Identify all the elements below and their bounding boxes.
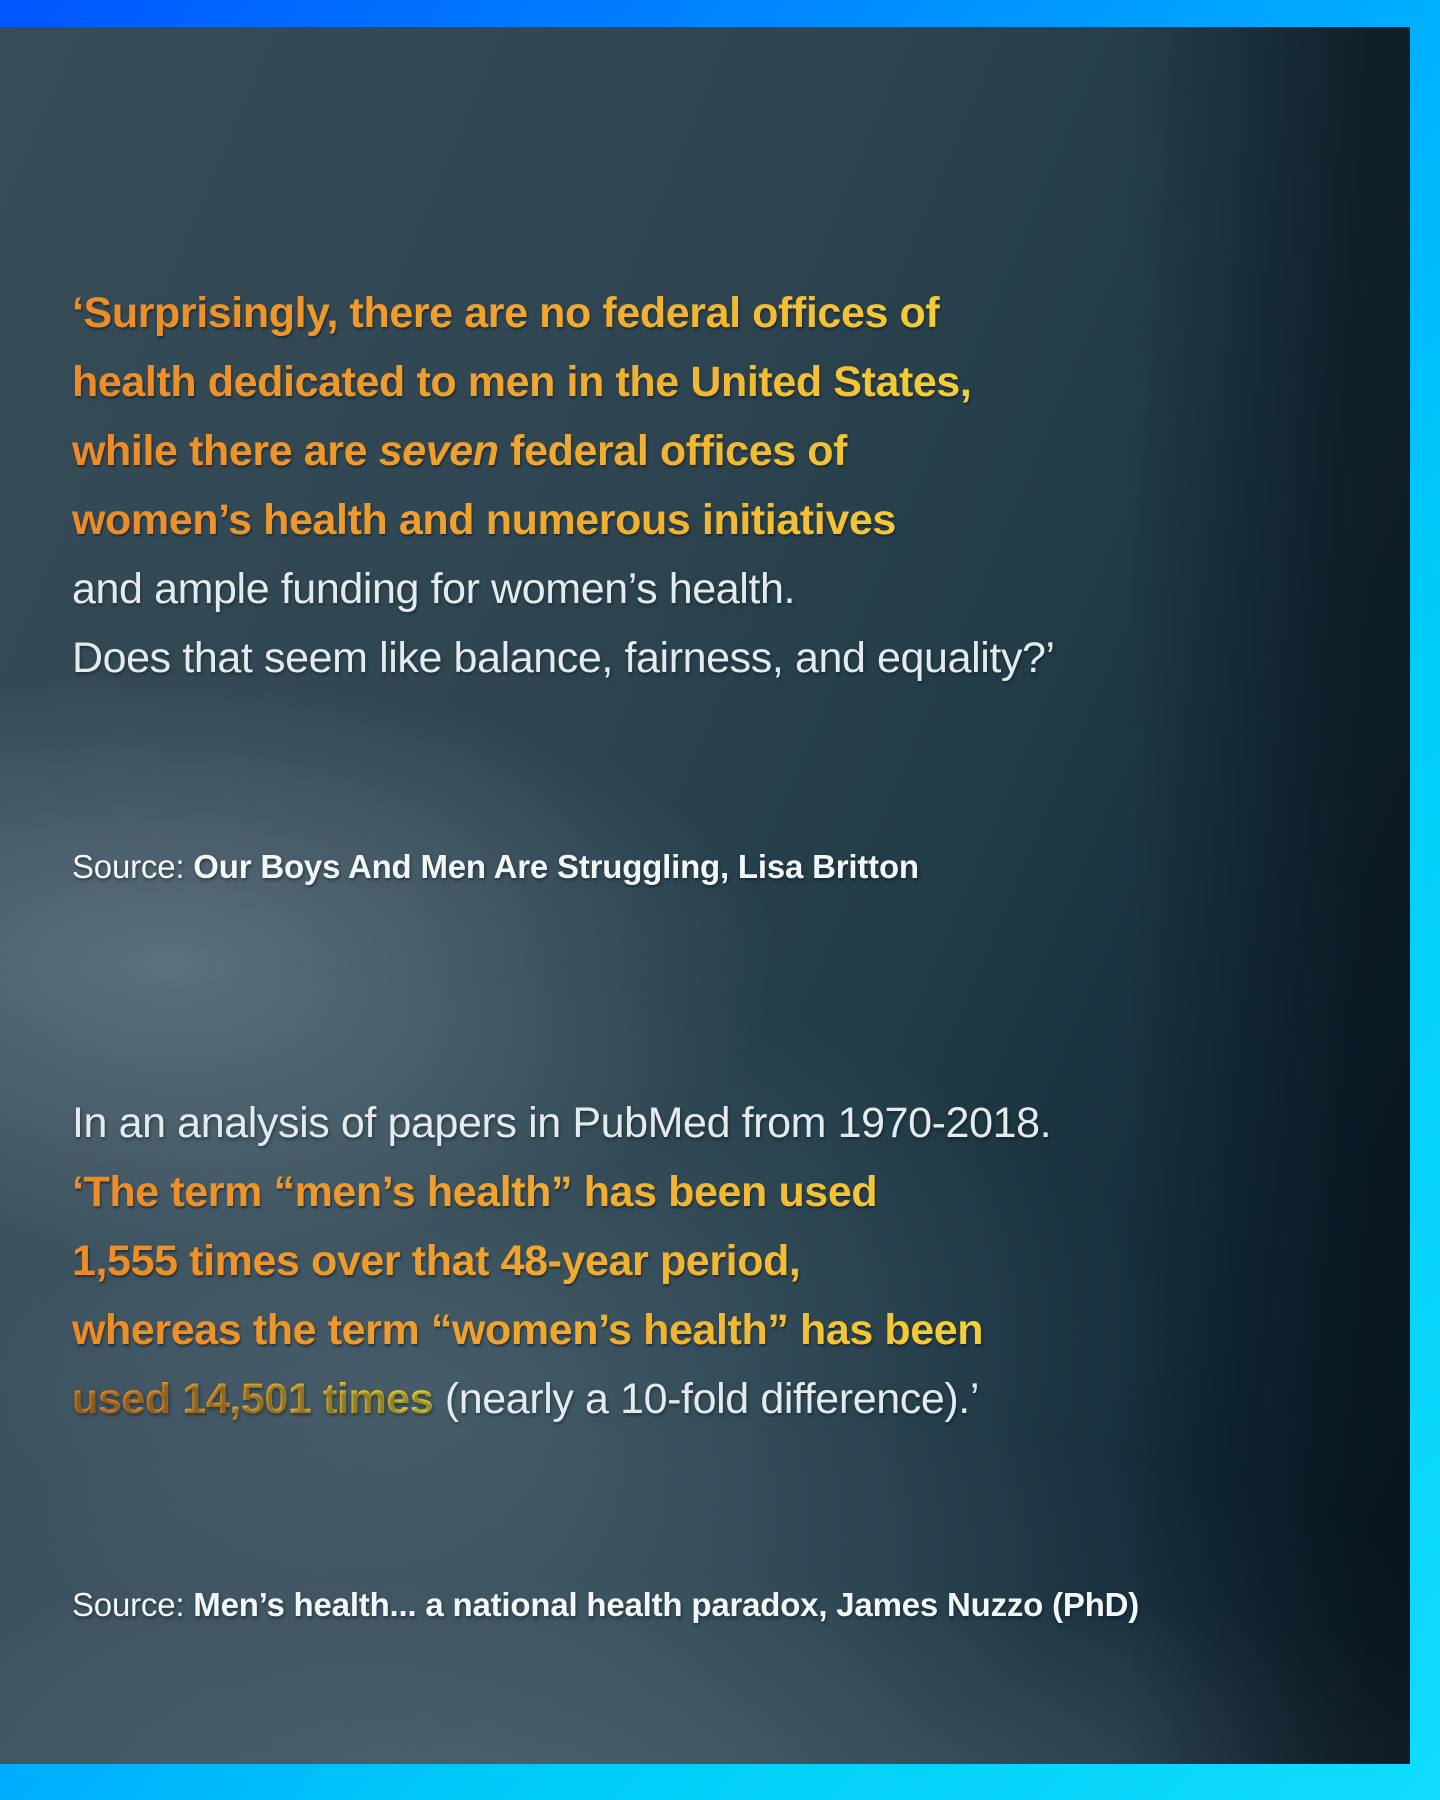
source-attribution-2	[72, 1583, 1370, 1627]
source1-text: Our Boys And Men Are Struggling, Lisa Britton	[193, 848, 919, 885]
quote1-line2: health dedicated to men in the United States,	[72, 348, 1370, 417]
quote2-line5-highlight: used 14,501 times	[72, 1375, 434, 1423]
quote2-line1: In an analysis of papers in PubMed from 1970-2018.	[72, 1099, 1052, 1147]
quote1-line3-pre: while there are	[72, 427, 379, 475]
quote1-line3	[72, 417, 1370, 486]
quote2-line5-rest: (nearly a 10-fold difference).’	[433, 1375, 980, 1423]
quote-block-2	[72, 1089, 1370, 1434]
quote-block-1	[72, 279, 1370, 693]
card-background	[0, 27, 1410, 1764]
quote1-line5: and ample funding for women’s health.	[72, 565, 796, 613]
quote2-line2: ‘The term “men’s health” has been used	[72, 1158, 1370, 1227]
quote1-line3-italic: seven	[378, 427, 499, 475]
quote1-line6: Does that seem like balance, fairness, and equality?’	[72, 634, 1055, 682]
quote1-line3-post: federal offices of	[498, 427, 848, 475]
quote1-line1: ‘Surprisingly, there are no federal offices of	[72, 279, 1370, 348]
quote2-line4: whereas the term “women’s health” has been	[72, 1296, 1370, 1365]
quote2-line5	[72, 1365, 1370, 1434]
quote1-line4: women’s health and numerous initiatives	[72, 486, 1370, 555]
source2-text: Men’s health... a national health paradox, James Nuzzo (PhD)	[193, 1586, 1140, 1623]
source1-label: Source:	[72, 848, 194, 885]
quote2-line3: 1,555 times over that 48-year period,	[72, 1227, 1370, 1296]
source-attribution-1	[72, 845, 1370, 889]
source2-label: Source:	[72, 1586, 194, 1623]
